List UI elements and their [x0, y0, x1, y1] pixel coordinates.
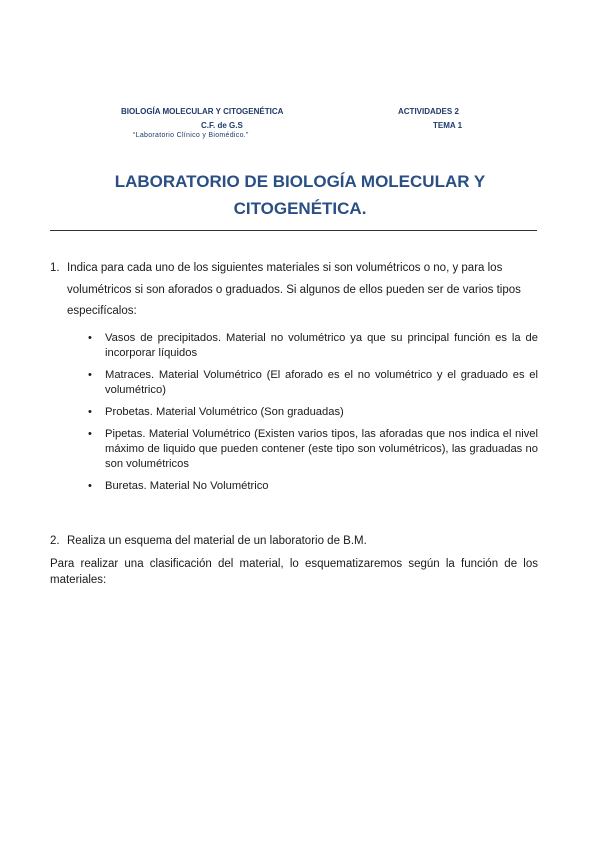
bullet-icon: • [88, 369, 92, 381]
question-2-number: 2. [50, 535, 60, 547]
bullet-icon: • [88, 406, 92, 418]
list-item: • Pipetas. Material Volumétrico (Existen varios tipos, las aforadas que nos indica el nivel máximo de liquido que pueden contener (este tipo son volumétricos), las graduadas no son volumétricos [88, 428, 538, 470]
question-2-text: Realiza un esquema del material de un laboratorio de B.M. [67, 535, 367, 547]
header-activity: ACTIVIDADES 2 [398, 107, 459, 116]
bullet-icon: • [88, 428, 92, 440]
question-1-line-2: volumétricos si son aforados o graduados. Si algunos de ellos pueden ser de varios tipos [67, 284, 521, 296]
title-divider [50, 230, 537, 231]
materials-list [88, 331, 538, 501]
list-item: • Buretas. Material No Volumétrico [88, 480, 269, 492]
bullet-icon: • [88, 480, 92, 492]
header-subject: BIOLOGÍA MOLECULAR Y CITOGENÉTICA [121, 107, 284, 116]
bullet-icon: • [88, 332, 92, 344]
header-program: “Laboratorio Clínico y Biomédico.” [133, 132, 249, 139]
question-2-answer: Para realizar una clasificación del material, lo esquematizaremos según la función de los materiales: [50, 558, 538, 586]
list-item: • Vasos de precipitados. Material no volumétrico ya que su principal función es la de incorporar líquidos [88, 332, 538, 359]
question-1-number: 1. [50, 262, 60, 274]
list-item: • Probetas. Material Volumétrico (Son graduadas) [88, 406, 344, 418]
header-course: C.F. de G.S [201, 121, 243, 130]
document-title: LABORATORIO DE BIOLOGÍA MOLECULAR Y CITOGENÉTICA. [114, 172, 486, 218]
question-1-line-3: especifícalos: [67, 305, 137, 317]
list-item: • Matraces. Material Volumétrico (El aforado es el no volumétrico y el graduado es el volumétrico) [88, 369, 538, 396]
header-topic: TEMA 1 [433, 121, 463, 130]
question-1-line-1: Indica para cada uno de los siguientes materiales si son volumétricos o no, y para los [67, 262, 503, 274]
